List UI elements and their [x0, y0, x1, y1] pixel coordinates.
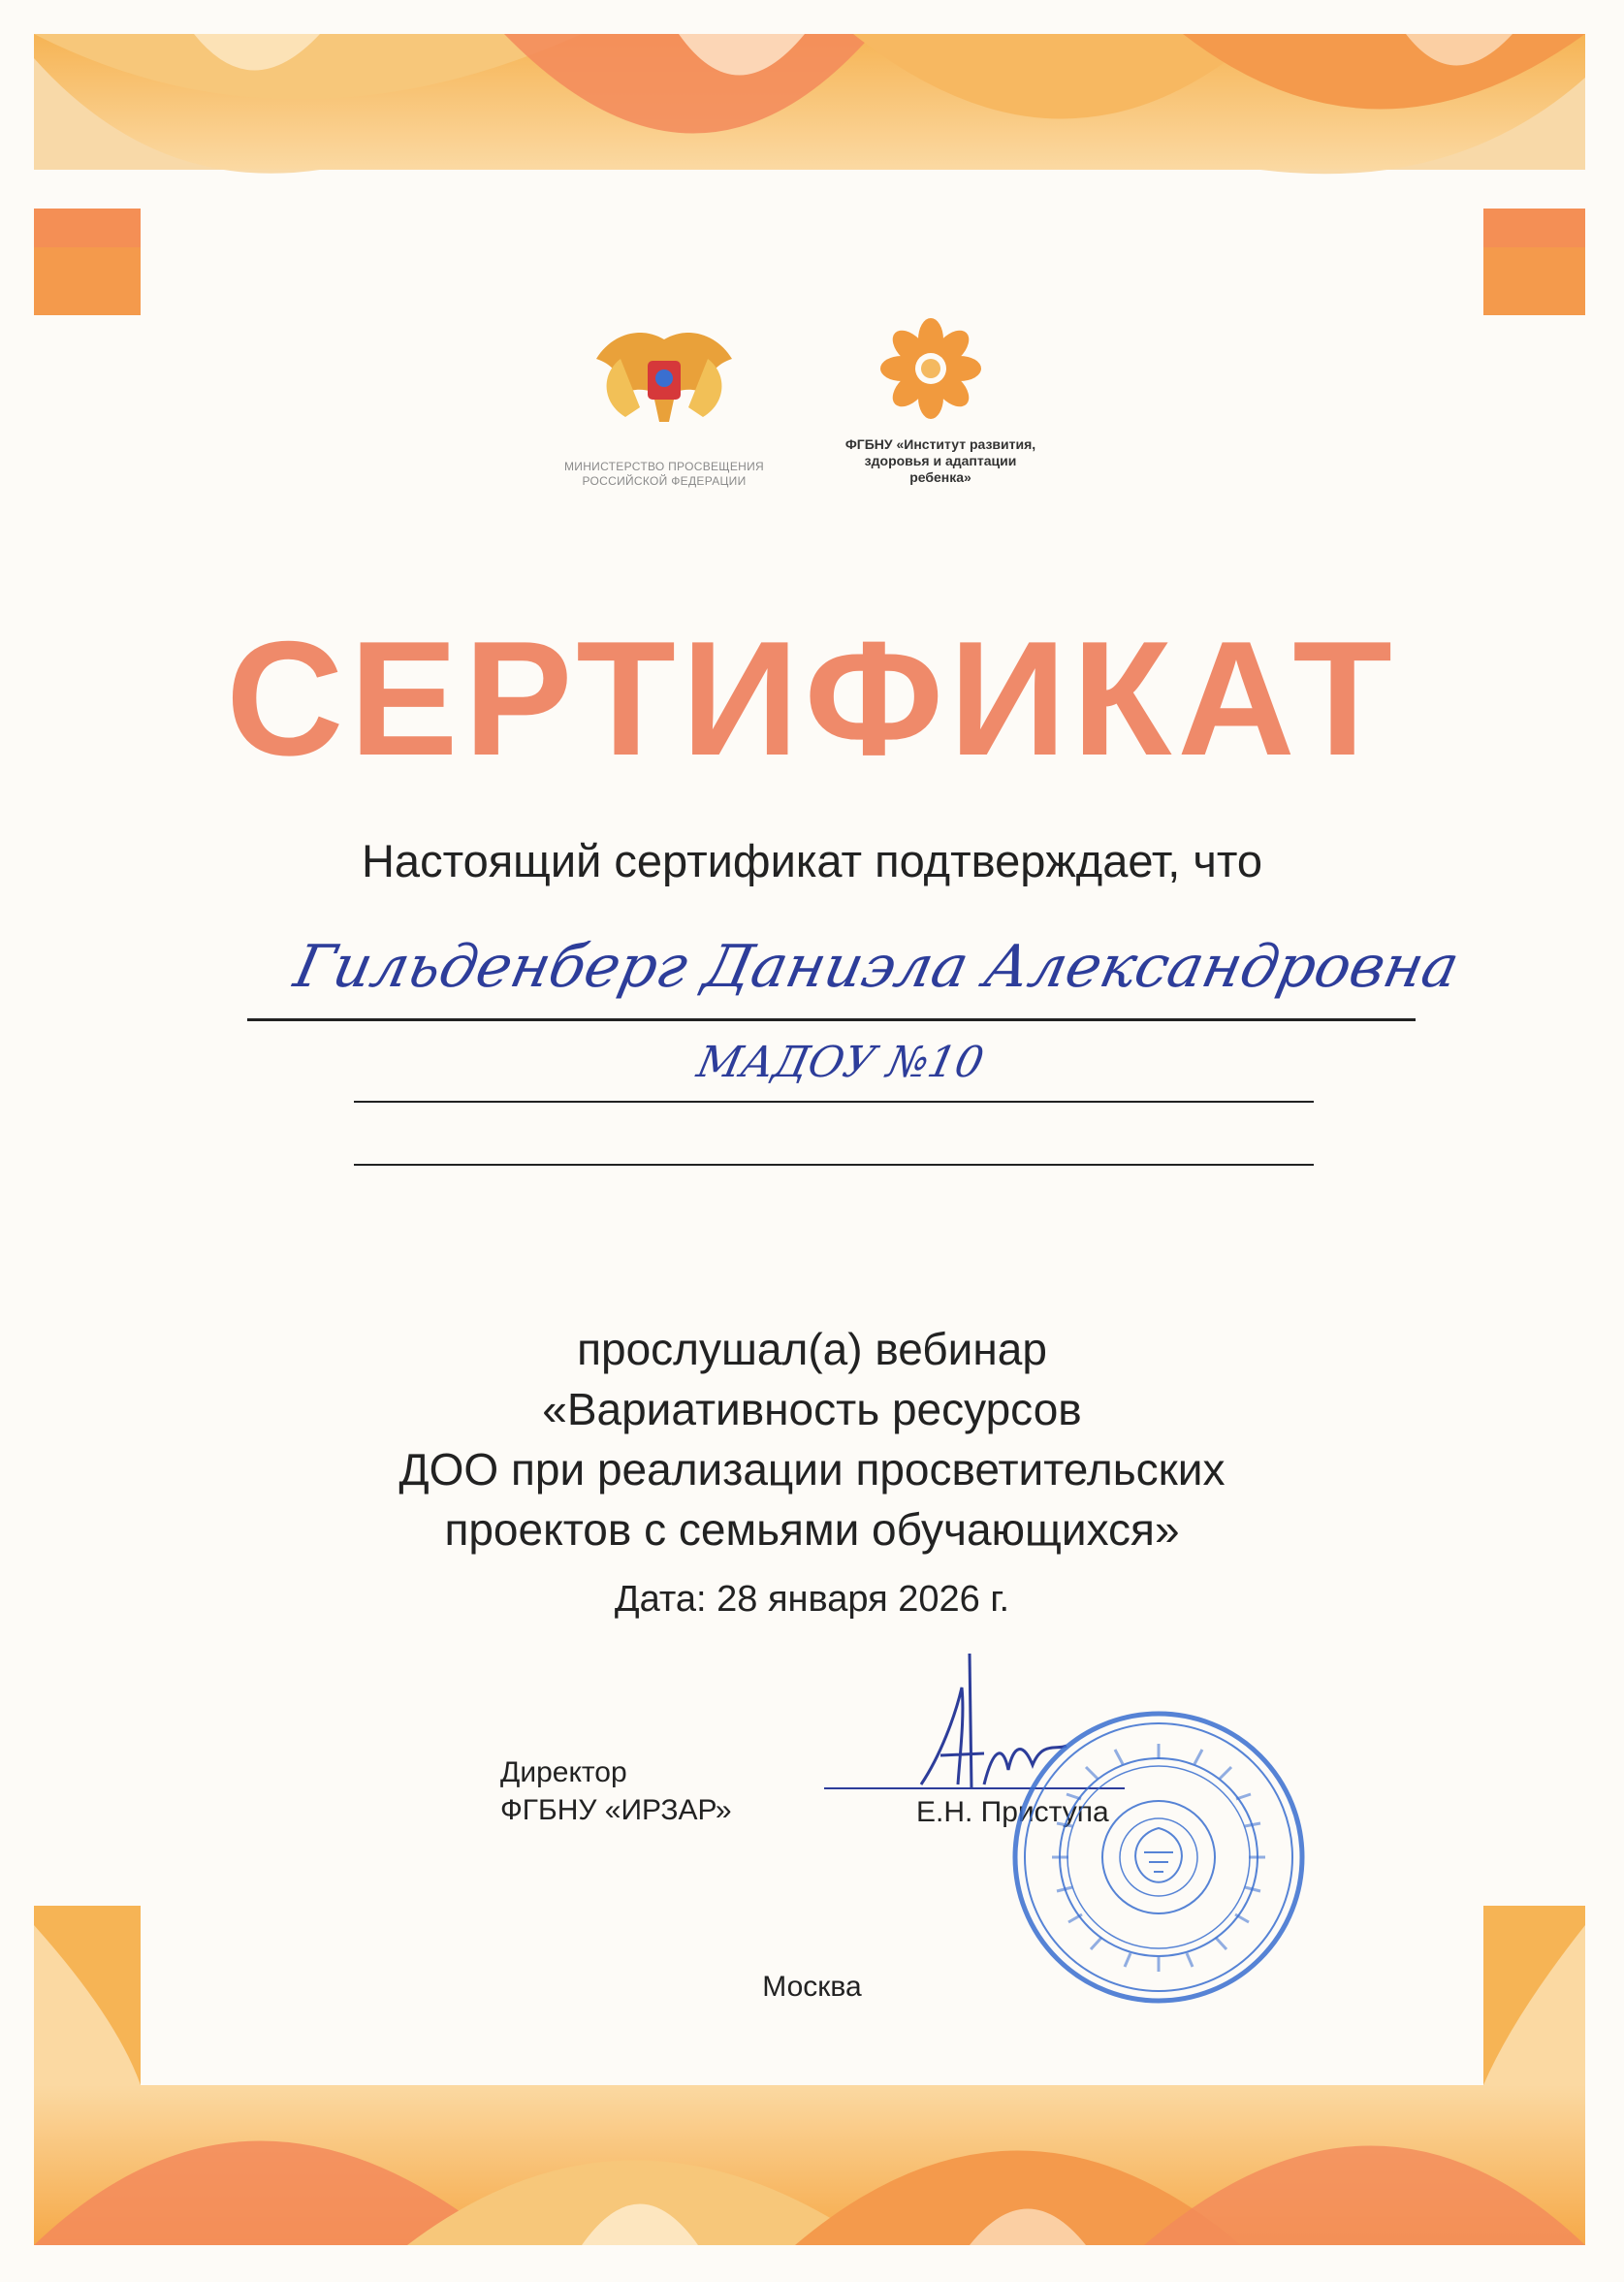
director-organization: ФГБНУ «ИРЗАР» [500, 1794, 732, 1826]
certificate-lead: Настоящий сертификат подтверждает, что [361, 835, 1262, 886]
institute-caption-line-1: ФГБНУ «Институт развития, [844, 436, 1036, 452]
director-position: Директор [500, 1756, 627, 1788]
double-headed-eagle-emblem [582, 320, 747, 436]
recipient-organization: МАДОУ №10 [692, 1038, 989, 1087]
institute-caption-line-3: ребенка» [909, 469, 971, 485]
recipient-name: Гильденберг Даниэла Александровна [288, 933, 1465, 1001]
institute-caption-line-2: здоровья и адаптации [864, 453, 1017, 468]
signer-name: Е.Н. Приступа [916, 1796, 1109, 1828]
body-line-1: прослушал(а) вебинар [577, 1324, 1047, 1374]
certificate-title: СЕРТИФИКАТ [226, 607, 1398, 789]
body-line-2: «Вариативность ресурсов [542, 1384, 1082, 1434]
official-stamp [1008, 1707, 1309, 2008]
body-line-3: ДОО при реализации просветительских [398, 1444, 1226, 1495]
body-line-4: проектов с семьями обучающихся» [444, 1504, 1180, 1555]
ministry-caption-line-2: РОССИЙСКОЙ ФЕДЕРАЦИИ [582, 474, 747, 488]
city: Москва [762, 1971, 862, 2003]
flower-logo [877, 315, 984, 422]
top-ornament-band [34, 34, 1585, 315]
certificate-date: Дата: 28 января 2026 г. [614, 1579, 1010, 1620]
blank-underline [354, 1164, 1314, 1166]
ministry-caption-line-1: МИНИСТЕРСТВО ПРОСВЕЩЕНИЯ [563, 460, 765, 473]
organization-underline [354, 1101, 1314, 1103]
bottom-ornament-band [34, 1906, 1585, 2245]
name-underline [247, 1018, 1416, 1021]
